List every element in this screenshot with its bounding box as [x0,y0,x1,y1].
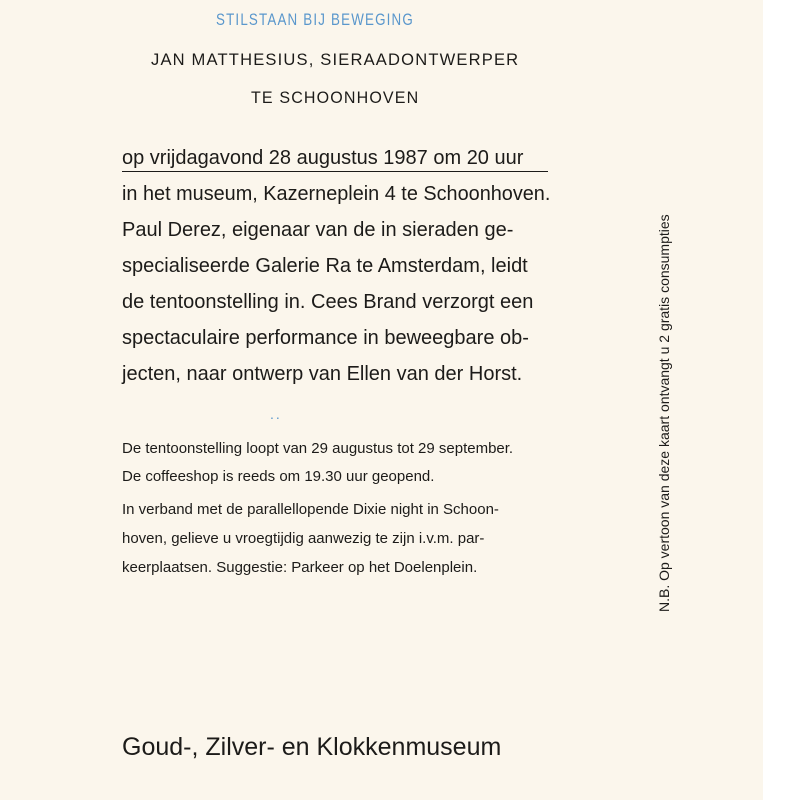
note-line: keerplaatsen. Suggestie: Parkeer op het Doelenplein. [122,559,478,576]
museum-name: Goud-, Zilver- en Klokkenmuseum [122,733,502,761]
section-separator: .. [270,406,282,422]
paper-edge [763,0,800,800]
note-line: hoven, gelieve u vroegtijdig aanwezig te zijn i.v.m. par- [122,530,485,547]
note-line: De coffeeshop is reeds om 19.30 uur geopend. [122,468,435,485]
body-line: de tentoonstelling in. Cees Brand verzorgt een [122,291,534,313]
body-line: jecten, naar ontwerp van Ellen van der Horst. [122,363,523,385]
body-line: specialiseerde Galerie Ra te Amsterdam, leidt [122,255,528,277]
body-line: Paul Derez, eigenaar van de in sieraden ge- [122,219,514,241]
note-line: In verband met de parallellopende Dixie night in Schoon- [122,501,499,518]
body-line: spectaculaire performance in beweegbare ob- [122,327,529,349]
note-line: De tentoonstelling loopt van 29 augustus tot 29 september. [122,440,514,457]
body-line: in het museum, Kazerneplein 4 te Schoonhoven. [122,183,551,205]
body-line-date: op vrijdagavond 28 augustus 1987 om 20 uur [122,147,524,169]
artist-name-heading: JAN MATTHESIUS, SIERAADONTWERPER [151,50,520,69]
location-heading: TE SCHOONHOVEN [251,88,420,107]
invitation-title: STILSTAAN BIJ BEWEGING [216,10,414,29]
side-note-vertical: N.B. Op vertoon van deze kaart ontvangt u 2 gratis consumpties [656,214,672,612]
date-underline [122,171,548,172]
